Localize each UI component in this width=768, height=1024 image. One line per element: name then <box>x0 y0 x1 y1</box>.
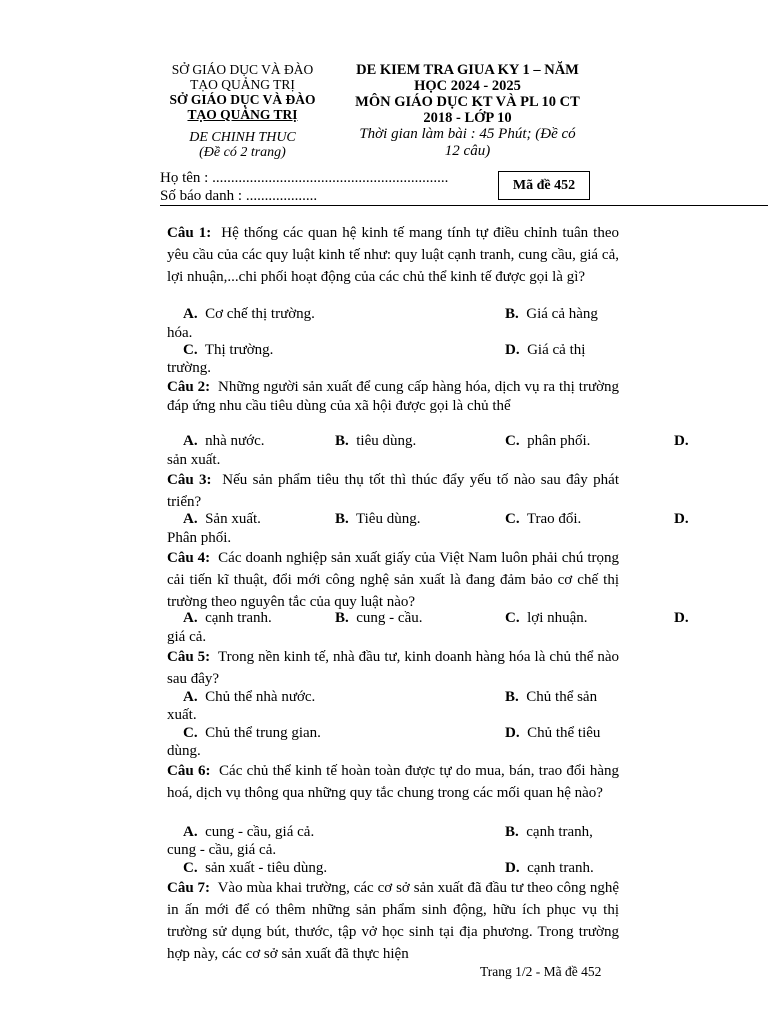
page-footer: Trang 1/2 - Mã đề 452 <box>480 964 602 979</box>
question-text: Các chủ thể kinh tế hoàn toàn được tự do mua, bán, trao đổi hàng hoá, dịch vụ thông qua những quy tắc chung trong các mối quan hệ nào? <box>167 763 619 801</box>
pages-note: (Đề có 2 trang) <box>199 145 286 160</box>
option-b[interactable] <box>335 610 422 627</box>
option-continuation: dùng. <box>167 743 201 759</box>
question-label: Câu 6: <box>167 763 211 779</box>
option-text: Giá cả thị <box>527 342 586 358</box>
option-b[interactable] <box>335 511 420 528</box>
department-bold-line: TẠO QUẢNG TRỊ <box>187 107 298 122</box>
option-key: A. <box>183 610 198 626</box>
option-c[interactable] <box>505 511 581 528</box>
student-id-line: Số báo danh : ................... <box>160 188 318 204</box>
option-continuation: xuất. <box>167 707 197 723</box>
exam-header <box>340 62 595 160</box>
option-key: C. <box>505 433 520 449</box>
question-label: Câu 1: <box>167 225 212 241</box>
exam-title: DE KIEM TRA GIUA KY 1 – NĂM <box>356 62 579 78</box>
option-text: cạnh tranh. <box>527 860 594 876</box>
option-key: C. <box>183 342 198 358</box>
option-d[interactable] <box>505 860 594 877</box>
question-text: Hệ thống các quan hệ kinh tế mang tính tự điều chỉnh tuân theo yêu cầu của các quy luật kinh tế như: quy luật cạnh tranh, cung cầu, giá cả, lợi nhuận,...chi phối hoạt động của các chủ thể kinh tế được gọi là gì? <box>167 225 620 285</box>
option-a[interactable] <box>183 306 315 323</box>
question-2 <box>167 378 619 416</box>
option-key: C. <box>505 511 520 527</box>
option-a[interactable] <box>183 689 315 706</box>
option-text: Trao đổi. <box>526 511 582 527</box>
option-c[interactable] <box>183 860 327 877</box>
option-text: nhà nước. <box>205 433 265 449</box>
option-d[interactable] <box>674 433 689 450</box>
option-c[interactable] <box>505 610 588 627</box>
option-continuation: sản xuất. <box>167 452 221 468</box>
exam-time: 12 câu) <box>444 143 491 159</box>
question-text: Những người sản xuất để cung cấp hàng hóa, dịch vụ ra thị trường đáp ứng nhu cầu tiêu dùng của xã hội được gọi là chủ thể <box>167 379 620 414</box>
option-c[interactable] <box>505 433 590 450</box>
option-continuation: giá cả. <box>167 629 207 645</box>
option-text: Chủ thể trung gian. <box>205 725 321 741</box>
question-7 <box>167 877 619 965</box>
option-text: Chủ thể nhà nước. <box>205 689 316 705</box>
header-divider <box>160 205 768 206</box>
option-c[interactable] <box>183 725 321 742</box>
option-key: B. <box>505 689 519 705</box>
exam-subject: 2018 - LỚP 10 <box>423 110 512 126</box>
option-text: cạnh tranh, <box>526 824 593 840</box>
option-d[interactable] <box>674 511 689 528</box>
question-label: Câu 2: <box>167 379 211 395</box>
option-key: D. <box>505 342 520 358</box>
question-text: Nếu sản phẩm tiêu thụ tốt thì thúc đẩy yếu tố nào sau đây phát triển? <box>167 472 619 510</box>
option-key: C. <box>183 860 198 876</box>
option-text: Chủ thể tiêu <box>527 725 601 741</box>
option-key: A. <box>183 433 198 449</box>
question-3 <box>167 469 619 513</box>
question-1 <box>167 222 619 288</box>
option-d[interactable] <box>674 610 689 627</box>
option-text: Giá cả hàng <box>526 306 598 322</box>
option-continuation: Phân phối. <box>167 530 232 546</box>
option-key: A. <box>183 511 198 527</box>
exam-code-box: Mã đề 452 <box>498 171 590 200</box>
question-text: Trong nền kinh tế, nhà đầu tư, kinh doanh hàng hóa là chủ thể nào sau đây? <box>167 649 620 687</box>
question-4 <box>167 547 619 613</box>
option-key: A. <box>183 689 198 705</box>
option-b[interactable] <box>335 433 416 450</box>
question-text: Vào mùa khai trường, các cơ sở sản xuất đã đầu tư theo công nghệ in ấn mới để có thêm những sản phẩm sinh động, hữu ích phục vụ thị trường sử dụng bút, thước, tập vở học sinh tại địa phương. Trong trường hợp này, các cơ sở sản xuất đã thực hiện <box>167 880 620 962</box>
option-text: phân phối. <box>527 433 591 449</box>
question-label: Câu 7: <box>167 880 211 896</box>
exam-time: Thời gian làm bài : 45 Phút; (Đề có <box>359 126 576 142</box>
option-text: Cơ chế thị trường. <box>205 306 315 322</box>
option-text: cung - cầu. <box>356 610 423 626</box>
option-text: cạnh tranh. <box>205 610 272 626</box>
option-key: C. <box>183 725 198 741</box>
question-6 <box>167 760 619 804</box>
option-key: D. <box>674 610 689 626</box>
option-key: D. <box>674 433 689 449</box>
option-text: sản xuất - tiêu dùng. <box>205 860 328 876</box>
option-key: D. <box>505 860 520 876</box>
option-text: Tiêu dùng. <box>356 511 421 527</box>
question-label: Câu 4: <box>167 550 211 566</box>
option-text: tiêu dùng. <box>356 433 417 449</box>
option-c[interactable] <box>183 342 273 359</box>
option-d[interactable] <box>505 725 600 742</box>
question-label: Câu 5: <box>167 649 211 665</box>
option-d[interactable] <box>505 342 585 359</box>
option-key: D. <box>505 725 520 741</box>
option-key: A. <box>183 306 198 322</box>
department-line: TẠO QUẢNG TRỊ <box>190 77 295 92</box>
exam-subject: MÔN GIÁO DỤC KT VÀ PL 10 CT <box>355 94 580 110</box>
option-key: B. <box>335 511 349 527</box>
option-continuation: cung - cầu, giá cả. <box>167 842 277 858</box>
exam-title: HỌC 2024 - 2025 <box>414 78 521 94</box>
question-label: Câu 3: <box>167 472 212 488</box>
option-text: cung - cầu, giá cả. <box>205 824 315 840</box>
question-text: Các doanh nghiệp sản xuất giấy của Việt Nam luôn phải chú trọng cải tiến kĩ thuật, đổi mới công nghệ sản xuất là đang đảm bảo cơ chế thị trường theo nguyên tắc của quy luật nào? <box>167 550 620 610</box>
option-continuation: hóa. <box>167 325 193 341</box>
option-text: Thị trường. <box>204 342 274 358</box>
department-line: SỞ GIÁO DỤC VÀ ĐÀO <box>171 62 314 77</box>
option-key: D. <box>674 511 689 527</box>
option-a[interactable] <box>183 610 272 627</box>
option-key: B. <box>335 610 349 626</box>
student-name-line: Họ tên : ............................................................... <box>160 170 449 186</box>
option-key: C. <box>505 610 520 626</box>
option-key: B. <box>505 306 519 322</box>
option-key: B. <box>335 433 349 449</box>
option-a[interactable] <box>183 511 261 528</box>
option-text: Sản xuất. <box>205 511 261 527</box>
option-a[interactable] <box>183 824 314 841</box>
option-key: A. <box>183 824 198 840</box>
official-label: DE CHINH THUC <box>189 130 296 145</box>
option-text: lợi nhuận. <box>527 610 588 626</box>
option-text: Chủ thể sản <box>526 689 598 705</box>
option-a[interactable] <box>183 433 264 450</box>
department-bold-line: SỞ GIÁO DỤC VÀ ĐÀO <box>169 92 316 107</box>
option-continuation: trường. <box>167 360 211 376</box>
option-b[interactable] <box>505 824 593 841</box>
option-b[interactable] <box>505 306 598 323</box>
department-header <box>150 62 335 160</box>
option-key: B. <box>505 824 519 840</box>
option-b[interactable] <box>505 689 597 706</box>
question-5 <box>167 646 619 690</box>
